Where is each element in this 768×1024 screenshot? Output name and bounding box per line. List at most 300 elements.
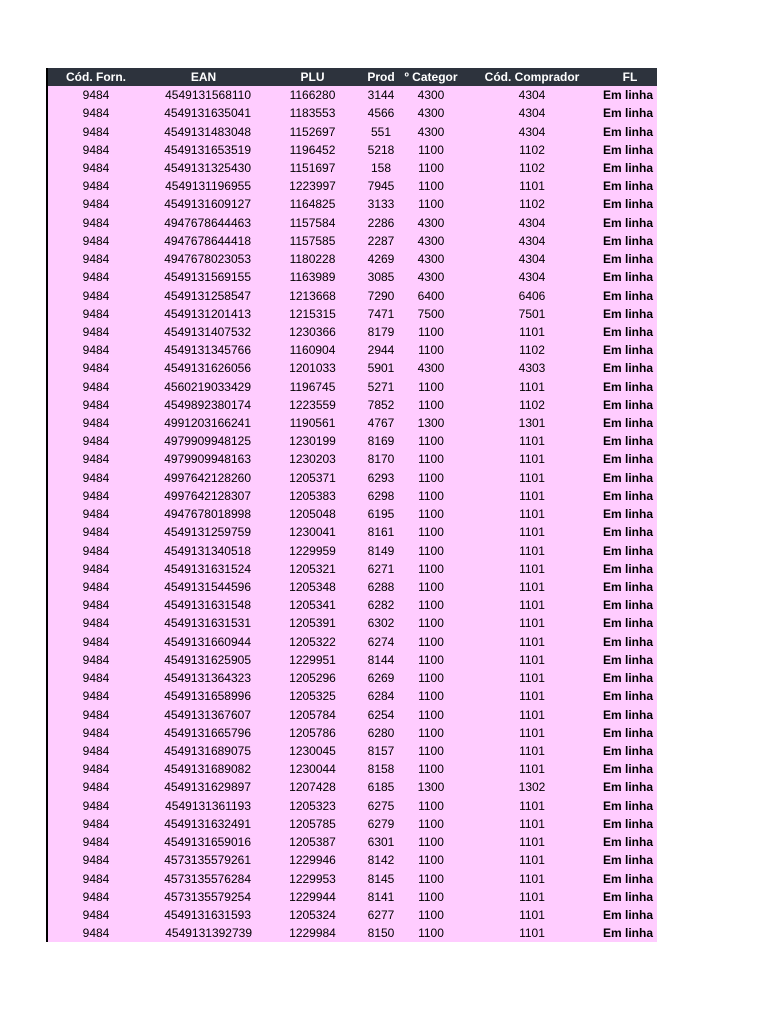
cell-prod: 6195 <box>361 505 401 523</box>
cell-ean: 4549131625905 <box>144 651 264 669</box>
cell-plu: 1151697 <box>264 159 361 177</box>
cell-plu: 1205048 <box>264 505 361 523</box>
cell-fl: Em linha <box>603 724 657 742</box>
cell-prod: 551 <box>361 122 401 140</box>
cell-fl: Em linha <box>603 122 657 140</box>
table-body <box>47 86 657 942</box>
cell-cod-comprador: 1101 <box>461 523 603 541</box>
cell-fl: Em linha <box>603 924 657 942</box>
cell-plu: 1230366 <box>264 323 361 341</box>
cell-plu: 1196745 <box>264 378 361 396</box>
cell-prod: 6269 <box>361 669 401 687</box>
cell-plu: 1205322 <box>264 633 361 651</box>
cell-fl: Em linha <box>603 705 657 723</box>
cell-ean: 4979909948163 <box>144 450 264 468</box>
cell-cod-comprador: 1101 <box>461 906 603 924</box>
cell-prod: 3133 <box>361 195 401 213</box>
cell-ean: 4947678023053 <box>144 250 264 268</box>
cell-ean: 4549131201413 <box>144 305 264 323</box>
cell-fl: Em linha <box>603 86 657 104</box>
table-row <box>47 705 657 723</box>
spreadsheet-table-container <box>46 68 656 942</box>
cell-cod-comprador: 1101 <box>461 432 603 450</box>
cell-prod: 5271 <box>361 378 401 396</box>
cell-prod: 4767 <box>361 414 401 432</box>
cell-ean: 4549131340518 <box>144 541 264 559</box>
cell-cod-forn: 9484 <box>47 159 144 177</box>
cell-cod-forn: 9484 <box>47 541 144 559</box>
cell-fl: Em linha <box>603 760 657 778</box>
cell-cod-comprador: 1102 <box>461 159 603 177</box>
table-row <box>47 869 657 887</box>
cell-plu: 1230199 <box>264 432 361 450</box>
cell-fl: Em linha <box>603 560 657 578</box>
cell-ean: 4549131483048 <box>144 122 264 140</box>
cell-ean: 4997642128260 <box>144 469 264 487</box>
cell-categor: 4300 <box>401 232 461 250</box>
cell-ean: 4549131259759 <box>144 523 264 541</box>
cell-categor: 1100 <box>401 323 461 341</box>
cell-fl: Em linha <box>603 232 657 250</box>
cell-cod-forn: 9484 <box>47 86 144 104</box>
cell-fl: Em linha <box>603 669 657 687</box>
cell-cod-comprador: 1302 <box>461 778 603 796</box>
cell-plu: 1229944 <box>264 888 361 906</box>
cell-fl: Em linha <box>603 888 657 906</box>
cell-prod: 6288 <box>361 578 401 596</box>
header-cod-comprador: Cód. Comprador <box>461 68 603 86</box>
cell-plu: 1205325 <box>264 687 361 705</box>
cell-ean: 4947678644418 <box>144 232 264 250</box>
header-row <box>47 68 657 86</box>
cell-categor: 1300 <box>401 778 461 796</box>
cell-categor: 1100 <box>401 523 461 541</box>
table-row <box>47 159 657 177</box>
cell-ean: 4549131258547 <box>144 286 264 304</box>
table-row <box>47 177 657 195</box>
cell-plu: 1205785 <box>264 815 361 833</box>
cell-cod-forn: 9484 <box>47 341 144 359</box>
cell-fl: Em linha <box>603 341 657 359</box>
cell-categor: 1100 <box>401 633 461 651</box>
cell-categor: 1100 <box>401 687 461 705</box>
cell-fl: Em linha <box>603 505 657 523</box>
cell-cod-forn: 9484 <box>47 705 144 723</box>
cell-cod-forn: 9484 <box>47 778 144 796</box>
cell-categor: 1100 <box>401 869 461 887</box>
cell-cod-comprador: 1101 <box>461 633 603 651</box>
cell-plu: 1152697 <box>264 122 361 140</box>
cell-plu: 1205391 <box>264 614 361 632</box>
cell-fl: Em linha <box>603 487 657 505</box>
cell-fl: Em linha <box>603 833 657 851</box>
table-row <box>47 268 657 286</box>
table-row <box>47 541 657 559</box>
cell-prod: 6279 <box>361 815 401 833</box>
header-ean: EAN <box>144 68 264 86</box>
table-row <box>47 469 657 487</box>
cell-categor: 1100 <box>401 177 461 195</box>
cell-ean: 4549892380174 <box>144 396 264 414</box>
cell-cod-comprador: 4303 <box>461 359 603 377</box>
cell-ean: 4549131569155 <box>144 268 264 286</box>
cell-categor: 1100 <box>401 906 461 924</box>
cell-cod-comprador: 1101 <box>461 378 603 396</box>
cell-ean: 4549131631548 <box>144 596 264 614</box>
cell-cod-forn: 9484 <box>47 687 144 705</box>
cell-categor: 1100 <box>401 797 461 815</box>
cell-cod-forn: 9484 <box>47 232 144 250</box>
cell-cod-forn: 9484 <box>47 469 144 487</box>
cell-fl: Em linha <box>603 104 657 122</box>
cell-fl: Em linha <box>603 869 657 887</box>
table-row <box>47 651 657 669</box>
table-row <box>47 523 657 541</box>
cell-fl: Em linha <box>603 541 657 559</box>
cell-cod-comprador: 4304 <box>461 232 603 250</box>
cell-cod-forn: 9484 <box>47 760 144 778</box>
table-row <box>47 250 657 268</box>
cell-fl: Em linha <box>603 851 657 869</box>
cell-cod-forn: 9484 <box>47 724 144 742</box>
cell-fl: Em linha <box>603 906 657 924</box>
cell-categor: 1100 <box>401 541 461 559</box>
cell-categor: 1100 <box>401 396 461 414</box>
cell-plu: 1160904 <box>264 341 361 359</box>
cell-ean: 4549131653519 <box>144 141 264 159</box>
cell-prod: 5218 <box>361 141 401 159</box>
cell-cod-comprador: 1101 <box>461 578 603 596</box>
cell-cod-comprador: 1101 <box>461 669 603 687</box>
cell-prod: 2286 <box>361 214 401 232</box>
cell-cod-forn: 9484 <box>47 906 144 924</box>
table-row <box>47 195 657 213</box>
cell-prod: 8145 <box>361 869 401 887</box>
cell-fl: Em linha <box>603 450 657 468</box>
product-table <box>46 68 657 942</box>
cell-plu: 1215315 <box>264 305 361 323</box>
table-row <box>47 614 657 632</box>
cell-plu: 1180228 <box>264 250 361 268</box>
cell-plu: 1230045 <box>264 742 361 760</box>
cell-ean: 4549131609127 <box>144 195 264 213</box>
cell-ean: 4549131196955 <box>144 177 264 195</box>
table-row <box>47 214 657 232</box>
cell-cod-comprador: 1101 <box>461 177 603 195</box>
cell-categor: 1100 <box>401 505 461 523</box>
cell-prod: 7945 <box>361 177 401 195</box>
cell-cod-comprador: 1101 <box>461 705 603 723</box>
cell-ean: 4549131635041 <box>144 104 264 122</box>
table-row <box>47 378 657 396</box>
cell-prod: 8149 <box>361 541 401 559</box>
cell-ean: 4549131568110 <box>144 86 264 104</box>
cell-plu: 1205387 <box>264 833 361 851</box>
cell-prod: 7852 <box>361 396 401 414</box>
cell-plu: 1223997 <box>264 177 361 195</box>
cell-cod-forn: 9484 <box>47 323 144 341</box>
cell-cod-comprador: 1101 <box>461 888 603 906</box>
cell-plu: 1205323 <box>264 797 361 815</box>
cell-cod-comprador: 1101 <box>461 505 603 523</box>
cell-fl: Em linha <box>603 578 657 596</box>
cell-cod-comprador: 1101 <box>461 833 603 851</box>
cell-categor: 1100 <box>401 724 461 742</box>
cell-ean: 4549131325430 <box>144 159 264 177</box>
cell-categor: 4300 <box>401 104 461 122</box>
cell-ean: 4549131392739 <box>144 924 264 942</box>
cell-prod: 5901 <box>361 359 401 377</box>
cell-ean: 4549131659016 <box>144 833 264 851</box>
cell-cod-forn: 9484 <box>47 268 144 286</box>
cell-categor: 1100 <box>401 450 461 468</box>
cell-fl: Em linha <box>603 778 657 796</box>
cell-prod: 6282 <box>361 596 401 614</box>
cell-fl: Em linha <box>603 286 657 304</box>
table-row <box>47 778 657 796</box>
cell-categor: 1100 <box>401 669 461 687</box>
cell-cod-comprador: 4304 <box>461 86 603 104</box>
table-row <box>47 359 657 377</box>
cell-fl: Em linha <box>603 250 657 268</box>
cell-cod-comprador: 1102 <box>461 195 603 213</box>
cell-prod: 8141 <box>361 888 401 906</box>
cell-cod-comprador: 4304 <box>461 122 603 140</box>
cell-categor: 4300 <box>401 268 461 286</box>
table-row <box>47 104 657 122</box>
table-row <box>47 888 657 906</box>
cell-fl: Em linha <box>603 633 657 651</box>
cell-fl: Em linha <box>603 195 657 213</box>
cell-cod-forn: 9484 <box>47 651 144 669</box>
cell-cod-forn: 9484 <box>47 815 144 833</box>
cell-cod-forn: 9484 <box>47 122 144 140</box>
cell-plu: 1157584 <box>264 214 361 232</box>
cell-categor: 1100 <box>401 432 461 450</box>
cell-cod-forn: 9484 <box>47 560 144 578</box>
cell-categor: 6400 <box>401 286 461 304</box>
cell-prod: 6293 <box>361 469 401 487</box>
table-row <box>47 578 657 596</box>
cell-categor: 1100 <box>401 341 461 359</box>
cell-prod: 6275 <box>361 797 401 815</box>
cell-plu: 1205786 <box>264 724 361 742</box>
cell-plu: 1230203 <box>264 450 361 468</box>
cell-categor: 1100 <box>401 815 461 833</box>
table-row <box>47 414 657 432</box>
cell-fl: Em linha <box>603 159 657 177</box>
cell-cod-forn: 9484 <box>47 396 144 414</box>
table-row <box>47 724 657 742</box>
table-row <box>47 560 657 578</box>
cell-cod-comprador: 4304 <box>461 214 603 232</box>
cell-cod-comprador: 4304 <box>461 250 603 268</box>
cell-cod-comprador: 1101 <box>461 869 603 887</box>
cell-fl: Em linha <box>603 469 657 487</box>
cell-cod-forn: 9484 <box>47 487 144 505</box>
cell-ean: 4549131367607 <box>144 705 264 723</box>
cell-prod: 6271 <box>361 560 401 578</box>
cell-cod-forn: 9484 <box>47 214 144 232</box>
cell-fl: Em linha <box>603 305 657 323</box>
cell-prod: 6277 <box>361 906 401 924</box>
cell-ean: 4549131544596 <box>144 578 264 596</box>
cell-plu: 1205341 <box>264 596 361 614</box>
cell-cod-comprador: 1101 <box>461 596 603 614</box>
cell-ean: 4991203166241 <box>144 414 264 432</box>
cell-plu: 1230044 <box>264 760 361 778</box>
cell-cod-comprador: 1101 <box>461 560 603 578</box>
cell-cod-forn: 9484 <box>47 141 144 159</box>
cell-prod: 6284 <box>361 687 401 705</box>
table-row <box>47 505 657 523</box>
cell-categor: 1300 <box>401 414 461 432</box>
cell-ean: 4573135576284 <box>144 869 264 887</box>
cell-categor: 1100 <box>401 596 461 614</box>
cell-categor: 1100 <box>401 578 461 596</box>
cell-fl: Em linha <box>603 268 657 286</box>
cell-cod-forn: 9484 <box>47 578 144 596</box>
table-row <box>47 797 657 815</box>
cell-ean: 4549131660944 <box>144 633 264 651</box>
cell-cod-forn: 9484 <box>47 924 144 942</box>
cell-cod-comprador: 7501 <box>461 305 603 323</box>
cell-ean: 4549131407532 <box>144 323 264 341</box>
cell-cod-forn: 9484 <box>47 851 144 869</box>
cell-prod: 6185 <box>361 778 401 796</box>
cell-cod-forn: 9484 <box>47 432 144 450</box>
cell-ean: 4560219033429 <box>144 378 264 396</box>
cell-cod-comprador: 1301 <box>461 414 603 432</box>
cell-fl: Em linha <box>603 359 657 377</box>
cell-categor: 1100 <box>401 705 461 723</box>
table-row <box>47 851 657 869</box>
cell-prod: 6298 <box>361 487 401 505</box>
cell-fl: Em linha <box>603 614 657 632</box>
cell-cod-forn: 9484 <box>47 378 144 396</box>
cell-prod: 6301 <box>361 833 401 851</box>
table-row <box>47 450 657 468</box>
cell-ean: 4549131689082 <box>144 760 264 778</box>
table-row <box>47 833 657 851</box>
cell-cod-forn: 9484 <box>47 104 144 122</box>
cell-cod-comprador: 1101 <box>461 323 603 341</box>
cell-plu: 1205371 <box>264 469 361 487</box>
cell-cod-comprador: 1101 <box>461 469 603 487</box>
cell-ean: 4549131658996 <box>144 687 264 705</box>
cell-cod-comprador: 1101 <box>461 797 603 815</box>
cell-cod-comprador: 1101 <box>461 541 603 559</box>
cell-cod-forn: 9484 <box>47 195 144 213</box>
cell-fl: Em linha <box>603 432 657 450</box>
cell-plu: 1164825 <box>264 195 361 213</box>
cell-categor: 4300 <box>401 250 461 268</box>
header-categor: º Categor <box>401 68 461 86</box>
cell-cod-forn: 9484 <box>47 505 144 523</box>
cell-cod-comprador: 1101 <box>461 815 603 833</box>
cell-fl: Em linha <box>603 177 657 195</box>
cell-prod: 2287 <box>361 232 401 250</box>
cell-fl: Em linha <box>603 596 657 614</box>
table-row <box>47 341 657 359</box>
cell-ean: 4947678018998 <box>144 505 264 523</box>
cell-plu: 1205348 <box>264 578 361 596</box>
cell-prod: 7290 <box>361 286 401 304</box>
cell-cod-comprador: 1101 <box>461 760 603 778</box>
cell-fl: Em linha <box>603 651 657 669</box>
table-row <box>47 432 657 450</box>
table-row <box>47 323 657 341</box>
cell-cod-comprador: 1101 <box>461 487 603 505</box>
cell-plu: 1207428 <box>264 778 361 796</box>
cell-cod-comprador: 1101 <box>461 651 603 669</box>
cell-categor: 1100 <box>401 159 461 177</box>
table-row <box>47 596 657 614</box>
cell-plu: 1205321 <box>264 560 361 578</box>
cell-ean: 4549131626056 <box>144 359 264 377</box>
cell-categor: 1100 <box>401 742 461 760</box>
table-row <box>47 687 657 705</box>
cell-plu: 1213668 <box>264 286 361 304</box>
cell-ean: 4549131665796 <box>144 724 264 742</box>
table-row <box>47 86 657 104</box>
cell-categor: 1100 <box>401 760 461 778</box>
cell-cod-comprador: 4304 <box>461 268 603 286</box>
cell-plu: 1229959 <box>264 541 361 559</box>
cell-prod: 3144 <box>361 86 401 104</box>
cell-categor: 1100 <box>401 851 461 869</box>
table-row <box>47 742 657 760</box>
cell-prod: 4269 <box>361 250 401 268</box>
cell-categor: 4300 <box>401 86 461 104</box>
table-row <box>47 760 657 778</box>
cell-cod-forn: 9484 <box>47 869 144 887</box>
cell-plu: 1229946 <box>264 851 361 869</box>
cell-cod-comprador: 1101 <box>461 851 603 869</box>
cell-plu: 1190561 <box>264 414 361 432</box>
cell-fl: Em linha <box>603 414 657 432</box>
cell-ean: 4549131689075 <box>144 742 264 760</box>
cell-ean: 4573135579261 <box>144 851 264 869</box>
cell-plu: 1205296 <box>264 669 361 687</box>
cell-prod: 8169 <box>361 432 401 450</box>
cell-categor: 7500 <box>401 305 461 323</box>
cell-plu: 1205324 <box>264 906 361 924</box>
cell-ean: 4997642128307 <box>144 487 264 505</box>
cell-categor: 1100 <box>401 141 461 159</box>
cell-prod: 6302 <box>361 614 401 632</box>
cell-plu: 1229984 <box>264 924 361 942</box>
cell-categor: 1100 <box>401 888 461 906</box>
table-row <box>47 669 657 687</box>
cell-ean: 4947678644463 <box>144 214 264 232</box>
table-row <box>47 815 657 833</box>
cell-categor: 4300 <box>401 359 461 377</box>
cell-prod: 8142 <box>361 851 401 869</box>
cell-prod: 8144 <box>361 651 401 669</box>
cell-plu: 1205784 <box>264 705 361 723</box>
cell-plu: 1163989 <box>264 268 361 286</box>
cell-prod: 8179 <box>361 323 401 341</box>
cell-plu: 1223559 <box>264 396 361 414</box>
cell-cod-forn: 9484 <box>47 450 144 468</box>
cell-cod-forn: 9484 <box>47 797 144 815</box>
cell-fl: Em linha <box>603 323 657 341</box>
cell-cod-forn: 9484 <box>47 833 144 851</box>
cell-prod: 6254 <box>361 705 401 723</box>
cell-cod-forn: 9484 <box>47 614 144 632</box>
cell-prod: 158 <box>361 159 401 177</box>
